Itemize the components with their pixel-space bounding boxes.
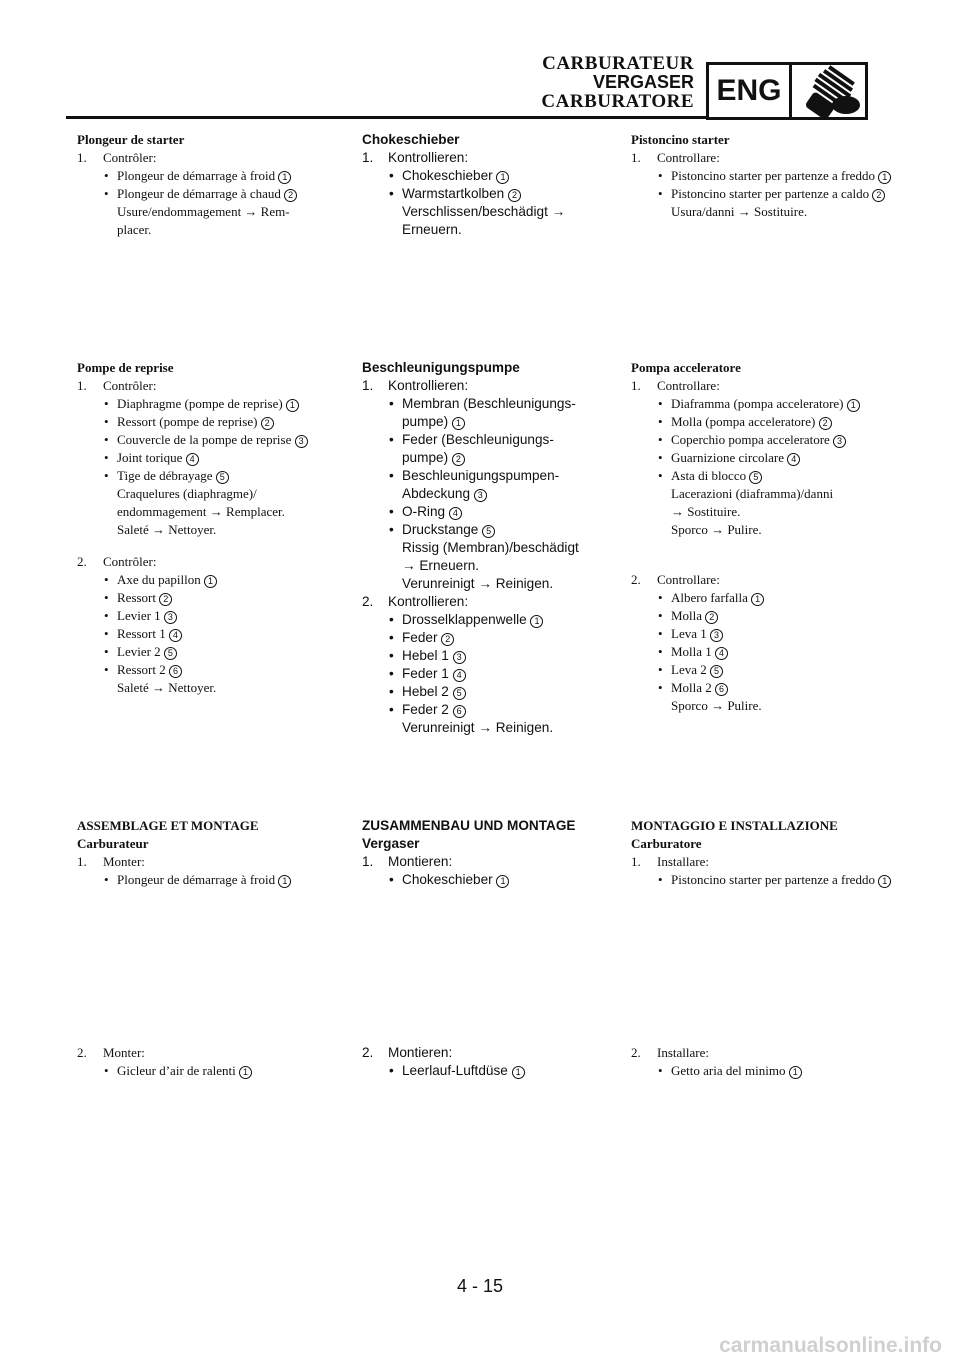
list-item: • Gicleur d’air de ralenti 1 xyxy=(117,1062,345,1080)
list-item: • Joint torique 4 xyxy=(117,449,345,467)
install-list xyxy=(362,1062,630,1080)
note: Erneuern. xyxy=(402,222,462,237)
list-item: • Warmstartkolben 2 xyxy=(402,185,630,203)
install-list xyxy=(362,871,630,889)
note: → Erneuern. xyxy=(402,558,480,573)
section-title-de: VERGASER xyxy=(592,72,694,92)
pilot-air-jet-it xyxy=(631,1044,899,1080)
install-list xyxy=(77,871,345,889)
list-item: • Chokeschieber 1 xyxy=(402,871,630,889)
list-item: • Ressort 1 4 xyxy=(117,625,345,643)
check-list xyxy=(77,395,345,539)
callout-2: 2 xyxy=(508,189,521,202)
heading: Pompa acceleratore xyxy=(631,360,741,375)
note: Verunreinigt → Reinigen. xyxy=(402,720,554,735)
assembly-it xyxy=(631,817,899,889)
list-item: • Feder 2 6 xyxy=(402,701,630,719)
list-item: • Beschleunigungspumpen- Abdeckung 3 xyxy=(402,467,600,503)
list-item: • Getto aria del minimo 1 xyxy=(671,1062,899,1080)
watermark: carmanualsonline.info xyxy=(719,1334,942,1357)
list-item: • Druckstange 5 xyxy=(402,521,600,539)
callout-2: 2 xyxy=(872,189,885,202)
list-item: • Pistoncino starter per partenze a caldo 2 xyxy=(671,185,899,203)
note: Saleté → Nettoyer. xyxy=(117,680,217,695)
list-item: • Leva 1 3 xyxy=(671,625,899,643)
subheading: Carburatore xyxy=(631,836,702,851)
check-list xyxy=(362,167,630,239)
section-title-fr: CARBURATEUR xyxy=(542,53,694,74)
heading: Pompe de reprise xyxy=(77,360,174,375)
engine-icon xyxy=(792,62,868,120)
list-item: • Pistoncino starter per partenze a freddo 1 xyxy=(671,167,899,185)
list-item: • Feder 2 xyxy=(402,629,630,647)
check-list xyxy=(362,395,630,593)
step-1: 1. Monter: xyxy=(77,854,145,869)
accelerator-pump-fr xyxy=(77,359,345,697)
section-title-block xyxy=(541,54,694,111)
list-item: • Molla 1 4 xyxy=(671,643,899,661)
list-item: • Leva 2 5 xyxy=(671,661,899,679)
accelerator-pump-it xyxy=(631,359,899,715)
note: → Sostituire. xyxy=(671,504,741,519)
step-1: 1. Controllare: xyxy=(631,150,720,165)
page-number: 4 - 15 xyxy=(456,1276,504,1296)
install-list xyxy=(77,1062,345,1080)
note: placer. xyxy=(117,222,152,237)
note: Saleté → Nettoyer. xyxy=(117,522,217,537)
note: Sporco → Pulire. xyxy=(671,698,762,713)
assembly-de xyxy=(362,817,630,889)
callout-2: 2 xyxy=(284,189,297,202)
subheading: Carburateur xyxy=(77,836,149,851)
note: Sporco → Pulire. xyxy=(671,522,762,537)
step-2: 2. Kontrollieren: xyxy=(362,594,469,609)
list-item: • Ressort (pompe de reprise) 2 xyxy=(117,413,345,431)
note: Lacerazioni (diaframma)/danni xyxy=(671,486,834,501)
list-item: • Plongeur de démarrage à chaud 2 xyxy=(117,185,345,203)
install-list xyxy=(631,871,899,889)
note: Verschlissen/beschädigt → xyxy=(402,204,566,219)
list-item: • Diaphragme (pompe de reprise) 1 xyxy=(117,395,345,413)
step-2: 2. Installare: xyxy=(631,1045,709,1060)
step-2: 2. Monter: xyxy=(77,1045,145,1060)
step-2: 2. Montieren: xyxy=(362,1045,453,1060)
note: Craquelures (diaphragme)/ xyxy=(117,486,257,501)
list-item: • Feder (Beschleunigungs- pumpe) 2 xyxy=(402,431,600,467)
list-item: • Axe du papillon 1 xyxy=(117,571,345,589)
step-1: 1. Kontrollieren: xyxy=(362,378,469,393)
list-item: • Levier 1 3 xyxy=(117,607,345,625)
list-item: • Feder 1 4 xyxy=(402,665,630,683)
list-item: • Ressort 2 xyxy=(117,589,345,607)
list-item: • Hebel 2 5 xyxy=(402,683,630,701)
check-list xyxy=(77,571,345,697)
section-title-it: CARBURATORE xyxy=(541,91,694,112)
list-item: • Ressort 2 6 xyxy=(117,661,345,679)
heading: ZUSAMMENBAU UND MONTAGE xyxy=(362,818,576,833)
list-item: • Guarnizione circolare 4 xyxy=(671,449,899,467)
assembly-fr xyxy=(77,817,345,889)
note: Usura/danni → Sostituire. xyxy=(671,204,808,219)
step-1: 1. Montieren: xyxy=(362,854,453,869)
note: Rissig (Membran)/beschädigt xyxy=(402,540,579,555)
note: endommagement → Remplacer. xyxy=(117,504,285,519)
callout-1: 1 xyxy=(878,171,891,184)
list-item: • Drosselklappenwelle 1 xyxy=(402,611,630,629)
eng-section-badge: ENG xyxy=(706,62,792,120)
callout-1: 1 xyxy=(496,171,509,184)
list-item: • Pistoncino starter per partenze a freddo 1 xyxy=(671,871,899,889)
check-list xyxy=(631,395,899,539)
pilot-air-jet-fr xyxy=(77,1044,345,1080)
heading: Chokeschieber xyxy=(362,132,460,147)
subheading: Vergaser xyxy=(362,836,420,851)
list-item: • Molla (pompa acceleratore) 2 xyxy=(671,413,899,431)
pilot-air-jet-de xyxy=(362,1044,630,1080)
list-item: • Diaframma (pompa acceleratore) 1 xyxy=(671,395,899,413)
check-list xyxy=(362,611,630,737)
choke-plunger-fr xyxy=(77,131,345,239)
list-item: • Albero farfalla 1 xyxy=(671,589,899,607)
step-1: 1. Installare: xyxy=(631,854,709,869)
list-item: • Leerlauf-Luftdüse 1 xyxy=(402,1062,630,1080)
list-item: • Molla 2 xyxy=(671,607,899,625)
step-2: 2. Contrôler: xyxy=(77,554,157,569)
list-item: • Hebel 1 3 xyxy=(402,647,630,665)
step-1: 1. Contrôler: xyxy=(77,150,157,165)
heading: Plongeur de starter xyxy=(77,132,185,147)
step-1: 1. Controllare: xyxy=(631,378,720,393)
note: Usure/endommagement → Rem- xyxy=(117,204,290,219)
list-item: • Tige de débrayage 5 xyxy=(117,467,345,485)
heading: ASSEMBLAGE ET MONTAGE xyxy=(77,818,259,833)
step-1: 1. Kontrollieren: xyxy=(362,150,469,165)
step-1: 1. Contrôler: xyxy=(77,378,157,393)
choke-plunger-de xyxy=(362,131,630,239)
check-list xyxy=(631,589,899,715)
list-item: • O-Ring 4 xyxy=(402,503,600,521)
accelerator-pump-de xyxy=(362,359,630,737)
header-rule xyxy=(66,116,706,119)
step-2: 2. Controllare: xyxy=(631,572,720,587)
callout-1: 1 xyxy=(278,171,291,184)
list-item: • Plongeur de démarrage à froid 1 xyxy=(117,871,345,889)
list-item: • Couvercle de la pompe de reprise 3 xyxy=(117,431,345,449)
check-list xyxy=(77,167,345,239)
list-item: • Plongeur de démarrage à froid 1 xyxy=(117,167,345,185)
list-item: • Coperchio pompa acceleratore 3 xyxy=(671,431,899,449)
choke-plunger-it xyxy=(631,131,899,221)
list-item: • Molla 2 6 xyxy=(671,679,899,697)
heading: Beschleunigungspumpe xyxy=(362,360,520,375)
heading: Pistoncino starter xyxy=(631,132,730,147)
list-item: • Asta di blocco 5 xyxy=(671,467,899,485)
check-list xyxy=(631,167,899,221)
list-item: • Membran (Beschleunigungs- pumpe) 1 xyxy=(402,395,600,431)
heading: MONTAGGIO E INSTALLAZIONE xyxy=(631,818,838,833)
list-item: • Chokeschieber 1 xyxy=(402,167,630,185)
install-list xyxy=(631,1062,899,1080)
list-item: • Levier 2 5 xyxy=(117,643,345,661)
note: Verunreinigt → Reinigen. xyxy=(402,576,554,591)
